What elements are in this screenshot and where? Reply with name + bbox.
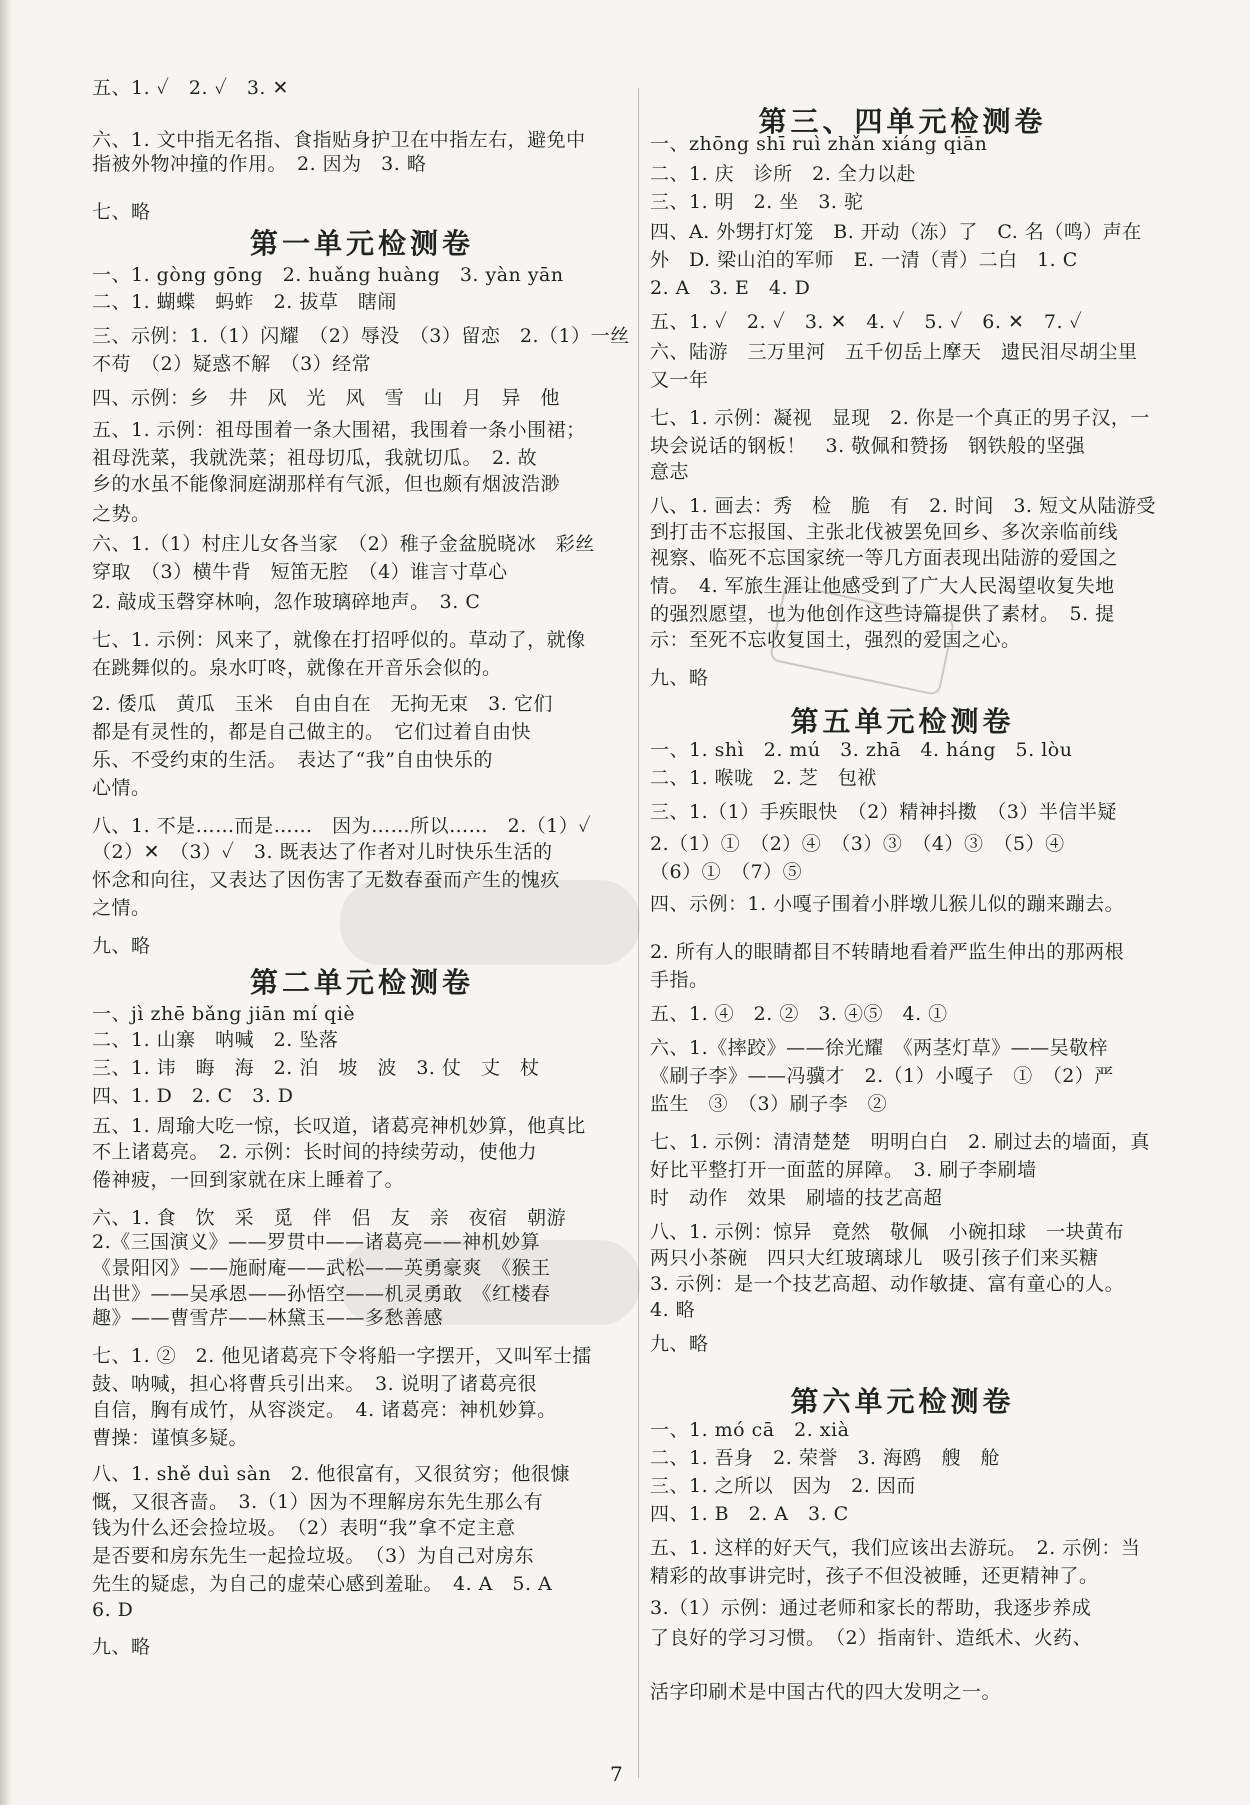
answer-line: 6. D [92, 1599, 134, 1621]
section-title: 第二单元检测卷 [249, 966, 474, 999]
answer-line: 七、1. 示例：清清楚楚 明明白白 2. 刷过去的墙面，真 [650, 1131, 1150, 1153]
answer-line: 都是有灵性的，都是自己做主的。 它们过着自由快 [92, 721, 532, 743]
answer-line: 2. 所有人的眼睛都目不转睛地看着严监生伸出的那两根 [650, 941, 1125, 963]
answer-line: 鼓、呐喊，担心将曹兵引出来。 3. 说明了诸葛亮很 [92, 1373, 538, 1395]
answer-line: 意志 [650, 461, 690, 483]
answer-line: 趣》——曹雪芹——林黛玉——多愁善感 [92, 1307, 444, 1329]
answer-line: 指被外物冲撞的作用。 2. 因为 3. 略 [92, 153, 427, 175]
answer-line: 七、略 [92, 201, 151, 223]
answer-line: 不苟 （2）疑惑不解 （3）经常 [92, 353, 372, 375]
answer-line: 慨，又很吝啬。 3.（1）因为不理解房东先生那么有 [92, 1491, 544, 1513]
answer-line: 时 动作 效果 刷墙的技艺高超 [650, 1187, 943, 1209]
answer-line: 一、1. gòng gōng 2. huǎng huàng 3. yàn yān [92, 264, 564, 286]
answer-line: 四、1. D 2. C 3. D [92, 1085, 294, 1107]
answer-line: 四、示例：1. 小嘎子围着小胖墩儿猴儿似的蹦来蹦去。 [650, 893, 1125, 915]
answer-line: 4. 略 [650, 1299, 696, 1321]
answer-line: 《刷子李》——冯骥才 2.（1）小嘎子 ① （2）严 [650, 1065, 1114, 1087]
answer-line: 七、1. 示例：凝视 显现 2. 你是一个真正的男子汉，一 [650, 407, 1150, 429]
watermark [340, 880, 640, 965]
answer-line: 四、A. 外甥打灯笼 B. 开动（冻）了 C. 名（鸣）声在 [650, 221, 1142, 243]
answer-line: 之情。 [92, 897, 151, 919]
answer-line: 四、示例：乡 井 风 光 风 雪 山 月 异 他 [92, 387, 561, 409]
answer-line: 穿取 （3）横牛背 短笛无腔 （4）谁言寸草心 [92, 561, 508, 583]
answer-line: 二、1. 吾身 2. 荣誉 3. 海鸥 艘 舱 [650, 1447, 1001, 1469]
answer-line: 一、1. shì 2. mú 3. zhā 4. háng 5. lòu [650, 739, 1073, 761]
answer-line: 视察、临死不忘国家统一等几方面表现出陆游的爱国之 [650, 547, 1119, 569]
answer-line: 2.《三国演义》——罗贯中——诸葛亮——神机妙算 [92, 1231, 541, 1253]
answer-line: 手指。 [650, 969, 709, 991]
section-title: 第六单元检测卷 [790, 1385, 1015, 1418]
answer-line: 一、1. mó cā 2. xià [650, 1419, 850, 1441]
answer-line: 自信，胸有成竹，从容淡定。 4. 诸葛亮：神机妙算。 [92, 1399, 557, 1421]
page-edge-shadow [0, 0, 12, 1805]
answer-line: 曹操：谨慎多疑。 [92, 1427, 249, 1449]
answer-line: 2.（1）① （2）④ （3）③ （4）③ （5）④ [650, 833, 1065, 855]
answer-line: 五、1. 周瑜大吃一惊，长叹道，诸葛亮神机妙算，他真比 [92, 1115, 586, 1137]
answer-line: 心情。 [92, 777, 151, 799]
answer-line: 《景阳冈》——施耐庵——武松——英勇豪爽 《猴王 [92, 1257, 551, 1279]
answer-line: 三、示例：1.（1）闪耀 （2）辱没 （3）留恋 2.（1）一丝 [92, 325, 630, 347]
answer-line: 八、1. 示例：惊异 竟然 敬佩 小碗扣球 一块黄布 [650, 1221, 1125, 1243]
answer-line: 2. A 3. E 4. D [650, 277, 811, 299]
answer-line: 倦神疲，一回到家就在床上睡着了。 [92, 1169, 405, 1191]
answer-line: 是否要和房东先生一起捡垃圾。 （3）为自己对房东 [92, 1545, 535, 1567]
answer-line: 好比平整打开一面蓝的屏障。 3. 刷子李刷墙 [650, 1159, 1037, 1181]
answer-line: 的强烈愿望，也为他创作这些诗篇提供了素材。 5. 提 [650, 603, 1115, 625]
answer-line: 3. 示例：是一个技艺高超、动作敏捷、富有童心的人。 [650, 1273, 1125, 1295]
answer-line: 精彩的故事讲完时，孩子不但没被睡，还更精神了。 [650, 1565, 1099, 1587]
answer-line: 外 D. 梁山泊的军师 E. 一清（青）二白 1. C [650, 249, 1078, 271]
answer-line: 块会说话的钢板！ 3. 敬佩和赞扬 钢铁般的坚强 [650, 435, 1086, 457]
answer-line: 先生的疑虑，为自己的虚荣心感到羞耻。 4. A 5. A [92, 1573, 553, 1595]
answer-line: 在跳舞似的。泉水叮咚，就像在开音乐会似的。 [92, 657, 502, 679]
answer-line: （2）✕ （3）✓ 3. 既表达了作者对儿时快乐生活的 [92, 841, 553, 863]
answer-line: 七、1. ② 2. 他见诸葛亮下令将船一字摆开，又叫军士擂 [92, 1345, 592, 1367]
page-number: 7 [610, 1762, 623, 1786]
section-title: 第五单元检测卷 [790, 705, 1015, 738]
answer-line: 五、1. ✓ 2. ✓ 3. ✕ [92, 77, 289, 99]
answer-line: 二、1. 蝴蝶 蚂蚱 2. 拔草 瞎闹 [92, 291, 397, 313]
section-title: 第三、四单元检测卷 [758, 105, 1047, 138]
answer-line: 八、1. 画去：秀 检 脆 有 2. 时间 3. 短文从陆游受 [650, 495, 1157, 517]
answer-line: 七、1. 示例：风来了，就像在打招呼似的。草动了，就像 [92, 629, 586, 651]
answer-line: 之势。 [92, 503, 151, 525]
answer-line: 三、1. 明 2. 坐 3. 驼 [650, 191, 864, 213]
answer-line: 钱为什么还会捡垃圾。 （2）表明“我”拿不定主意 [92, 1517, 516, 1539]
answer-line: 怀念和向往，又表达了因伤害了无数春蚕而产生的愧疚 [92, 869, 561, 891]
answer-line: 祖母洗菜，我就洗菜；祖母切瓜，我就切瓜。 2. 故 [92, 447, 538, 469]
answer-line: 五、1. 这样的好天气，我们应该出去游玩。 2. 示例：当 [650, 1537, 1141, 1559]
answer-line: 八、1. shě duì sàn 2. 他很富有，又很贫穷；他很慷 [92, 1463, 570, 1485]
answer-line: 到打击不忘报国、主张北伐被罢免回乡、多次亲临前线 [650, 521, 1119, 543]
answer-line: 八、1. 不是……而是…… 因为……所以…… 2.（1）✓ [92, 815, 592, 837]
answer-line: 2. 倭瓜 黄瓜 玉米 自由自在 无拘无束 3. 它们 [92, 693, 553, 715]
answer-line: 九、略 [650, 1333, 709, 1355]
answer-line: （6）① （7）⑤ [650, 861, 803, 883]
watermark [340, 1240, 640, 1325]
answer-line: 两只小茶碗 四只大红玻璃球儿 吸引孩子们来买糖 [650, 1247, 1099, 1269]
answer-line: 九、略 [650, 667, 709, 689]
answer-line: 九、略 [92, 1636, 151, 1658]
answer-line: 三、1. 讳 晦 海 2. 泊 坡 波 3. 仗 丈 杖 [92, 1057, 540, 1079]
answer-line: 六、陆游 三万里河 五千仞岳上摩天 遗民泪尽胡尘里 [650, 341, 1138, 363]
answer-line: 不上诸葛亮。 2. 示例：长时间的持续劳动，使他力 [92, 1141, 538, 1163]
answer-line: 3.（1）示例：通过老师和家长的帮助，我逐步养成 [650, 1597, 1092, 1619]
answer-line: 了良好的学习习惯。 （2）指南针、造纸术、火药、 [650, 1627, 1093, 1649]
answer-line: 监生 ③ （3）刷子李 ② [650, 1093, 888, 1115]
answer-line: 三、1. 之所以 因为 2. 因而 [650, 1475, 916, 1497]
answer-line: 六、1.《摔跤》——徐光耀 《两茎灯草》——吴敬梓 [650, 1037, 1109, 1059]
answer-line: 示：至死不忘收复国土，强烈的爱国之心。 [650, 629, 1021, 651]
answer-line: 九、略 [92, 935, 151, 957]
answer-line: 五、1. 示例：祖母围着一条大围裙，我围着一条小围裙； [92, 419, 586, 441]
answer-line: 出世》——吴承恩——孙悟空——机灵勇敢 《红楼春 [92, 1283, 551, 1305]
section-title: 第一单元检测卷 [249, 227, 474, 260]
answer-line: 二、1. 喉咙 2. 芝 包袱 [650, 767, 877, 789]
answer-line: 乡的水虽不能像洞庭湖那样有气派，但也颇有烟波浩渺 [92, 473, 561, 495]
answer-line: 一、jì zhē bǎng jiān mí qiè [92, 1003, 356, 1025]
answer-line: 五、1. ✓ 2. ✓ 3. ✕ 4. ✓ 5. ✓ 6. ✕ 7. ✓ [650, 311, 1083, 333]
answer-line: 四、1. B 2. A 3. C [650, 1503, 849, 1525]
answer-line: 六、1. 文中指无名指、食指贴身护卫在中指左右，避免中 [92, 129, 586, 151]
answer-line: 2. 敲成玉磬穿林响，忽作玻璃碎地声。 3. C [92, 591, 481, 613]
answer-line: 二、1. 庆 诊所 2. 全力以赴 [650, 163, 916, 185]
answer-line: 活字印刷术是中国古代的四大发明之一。 [650, 1681, 1002, 1703]
stamp-mark [769, 583, 956, 696]
answer-line: 一、zhōng shī ruì zhǎn xiáng qiān [650, 133, 988, 155]
answer-line: 又一年 [650, 369, 709, 391]
answer-line: 六、1.（1）村庄儿女各当家 （2）稚子金盆脱晓冰 彩丝 [92, 533, 595, 555]
answer-line: 二、1. 山寨 呐喊 2. 坠落 [92, 1029, 339, 1051]
answer-line: 三、1.（1）手疾眼快 （2）精神抖擞 （3）半信半疑 [650, 801, 1117, 823]
answer-line: 六、1. 食 饮 采 觅 伴 侣 友 亲 夜宿 朝游 [92, 1207, 567, 1229]
answer-line: 乐、不受约束的生活。 表达了“我”自由快乐的 [92, 749, 493, 771]
answer-line: 五、1. ④ 2. ② 3. ④⑤ 4. ① [650, 1003, 948, 1025]
answer-line: 情。 4. 军旅生涯让他感受到了广大人民渴望收复失地 [650, 575, 1115, 597]
